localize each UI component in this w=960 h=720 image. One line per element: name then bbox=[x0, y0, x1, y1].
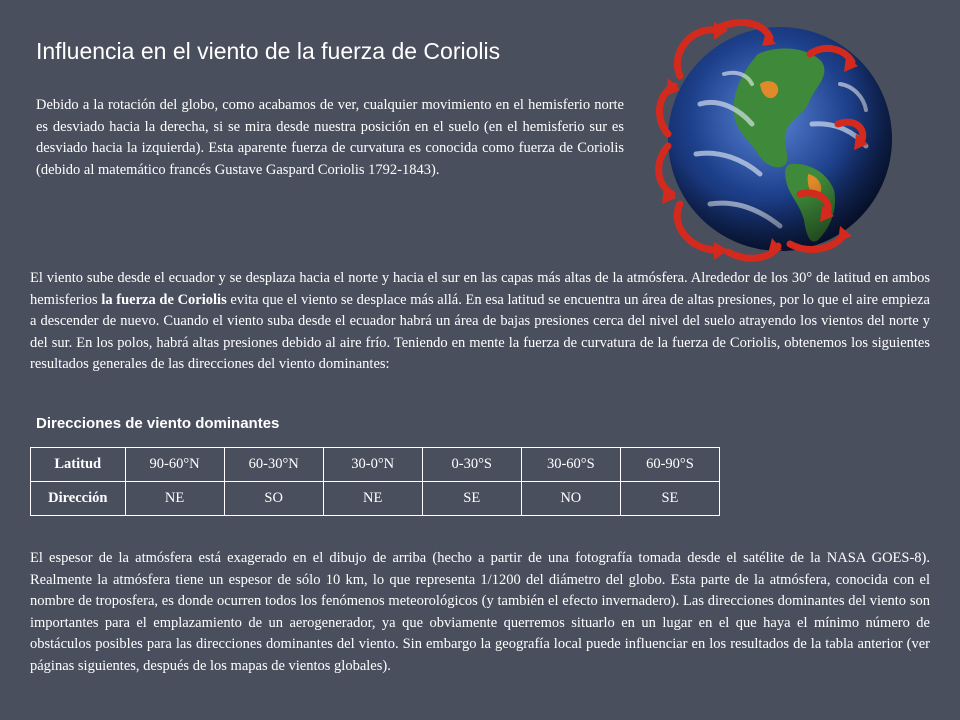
table-cell: SE bbox=[422, 482, 521, 516]
wind-paragraph-bold: la fuerza de Coriolis bbox=[101, 291, 227, 308]
table-cell: NE bbox=[125, 482, 224, 516]
table-cell: NO bbox=[521, 482, 620, 516]
wind-paragraph-part1: El viento sube desde el ecuador y se desplaza hacia el norte y hacia el sur en las capas más altas de la atmósfera. Alrededor de los 30° de latitud en ambos hemisferios bbox=[30, 270, 930, 308]
table-cell: 60-90°S bbox=[620, 448, 719, 482]
row-header-latitud: Latitud bbox=[31, 448, 126, 482]
table-cell: SO bbox=[224, 482, 323, 516]
page-title: Influencia en el viento de la fuerza de Coriolis bbox=[36, 38, 501, 64]
wind-paragraph-part2: evita que el viento se desplace más allá. En esa latitud se encuentra un área de altas presiones, por lo que el aire empieza a descender de nuevo. Cuando el viento suba desde el ecuador habrá un área de bajas presiones cerca del nivel del suelo atrayendo los vientos del norte y del sur. En los polos, habrá altas presiones debido al aire frío. Teniendo en mente la fuerza de curvatura de la fuerza de Coriolis, obtenemos los siguientes resultados generales de las direcciones del viento dominantes: bbox=[30, 291, 930, 372]
globe-with-wind-arrows-icon bbox=[640, 14, 960, 264]
wind-paragraph bbox=[30, 268, 930, 376]
table-cell: 0-30°S bbox=[422, 448, 521, 482]
table-cell: 90-60°N bbox=[125, 448, 224, 482]
row-header-direccion: Dirección bbox=[31, 482, 126, 516]
table-cell: NE bbox=[323, 482, 422, 516]
table-cell: SE bbox=[620, 482, 719, 516]
table-row bbox=[31, 448, 720, 482]
closing-paragraph: El espesor de la atmósfera está exagerado en el dibujo de arriba (hecho a partir de una fotografía tomada desde el satélite de la NASA GOES-8). Realmente la atmósfera tiene un espesor de sólo 10 km, lo que representa 1/1200 del diámetro del globo. Esta parte de la atmósfera, conocida con el nombre de troposfera, es donde ocurren todos los fenómenos meteorológicos (y también el efecto invernadero). Las direcciones dominantes del viento son importantes para el emplazamiento de un aerogenerador, ya que obviamente querremos situarlo en un lugar en el que haya el mínimo número de obstáculos posibles para las direcciones dominantes del viento. Sin embargo la geografía local puede influenciar en los resultados de la tabla anterior (ver páginas siguientes, después de los mapas de vientos globales). bbox=[30, 550, 930, 674]
wind-directions-table bbox=[30, 447, 720, 516]
table-cell: 60-30°N bbox=[224, 448, 323, 482]
table-title: Direcciones de viento dominantes bbox=[36, 415, 280, 432]
table-cell: 30-60°S bbox=[521, 448, 620, 482]
table-row bbox=[31, 482, 720, 516]
table-cell: 30-0°N bbox=[323, 448, 422, 482]
intro-paragraph: Debido a la rotación del globo, como acabamos de ver, cualquier movimiento en el hemisferio norte es desviado hacia la derecha, si se mira desde nuestra posición en el suelo (en el hemisferio sur es desviado hacia la izquierda). Esta aparente fuerza de curvatura es conocida como fuerza de Coriolis (debido al matemático francés Gustave Gaspard Coriolis 1792-1843). bbox=[36, 97, 624, 178]
